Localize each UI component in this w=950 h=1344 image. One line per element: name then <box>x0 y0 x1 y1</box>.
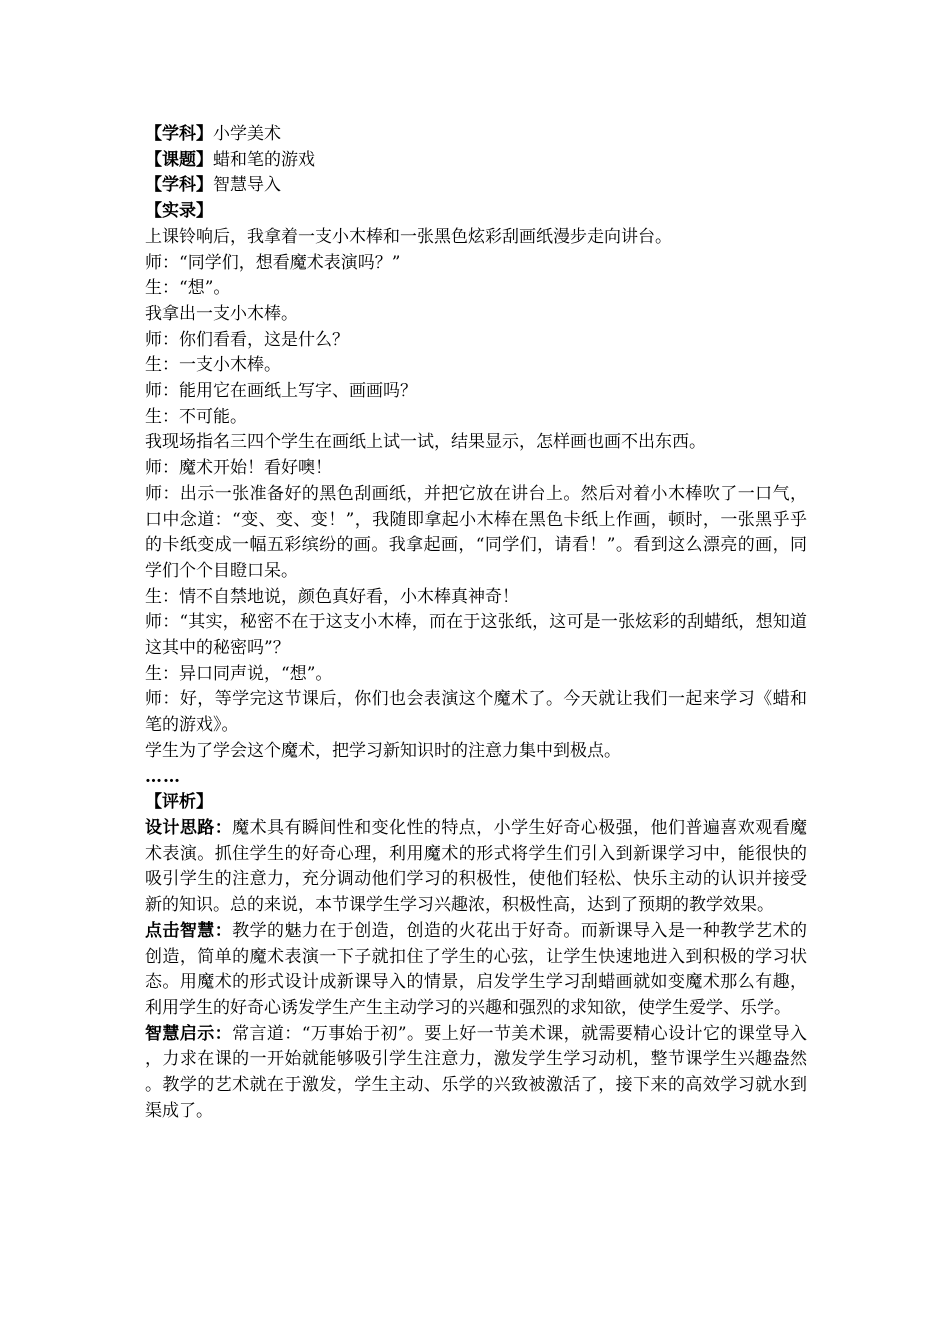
analysis-click-paragraph <box>145 919 807 1022</box>
record-line: 上课铃响后，我拿着一支小木棒和一张黑色炫彩刮画纸漫步走向讲台。 <box>145 226 672 247</box>
wisdom-text: 常言道：“万事始于初”。要上好一节美术课，就需要精心设计它的课堂导入，力求在课的一开始就能够吸引学生注意力，激发学生学习动机，整节课学生兴趣盎然。教学的艺术就在于激发，学生主动、乐学的兴致被激活了，接下来的高效学习就水到渠成了。 <box>145 1023 807 1121</box>
record-line-student-wow: 生：情不自禁地说，颜色真好看，小木棒真神奇！ <box>145 586 519 607</box>
record-line: 师：魔术开始！看好噢！ <box>145 458 332 479</box>
subject2-label: 【学科】 <box>145 175 213 196</box>
design-label: 设计思路： <box>145 817 233 838</box>
record-line: 我拿出一支小木棒。 <box>145 303 298 324</box>
record-paragraph-magic: 师：出示一张准备好的黑色刮画纸，并把它放在讲台上。然后对着小木棒吹了一口气，口中念道：“变、变、变！”，我随即拿起小木棒在黑色卡纸上作画，顿时，一张黑乎乎的卡纸变成一幅五彩缤纷的画。我拿起画，“同学们，请看！”。看到这么漂亮的画，同学们个个目瞪口呆。 <box>145 483 807 581</box>
subject2-line <box>145 173 807 199</box>
record-ellipsis: …… <box>145 766 181 787</box>
subject-line <box>145 122 807 148</box>
record-line: 师：“同学们，想看魔术表演吗？” <box>145 252 401 273</box>
record-line: 生：“想”。 <box>145 278 231 299</box>
record-heading: 【实录】 <box>145 201 213 222</box>
record-paragraph-teacher: 师：好，等学完这节课后，你们也会表演这个魔术了。今天就让我们一起来学习《蜡和笔的游戏》。 <box>145 689 807 736</box>
analysis-heading: 【评析】 <box>145 792 213 813</box>
record-line: 我现场指名三四个学生在画纸上试一试，结果显示，怎样画也画不出东西。 <box>145 432 706 453</box>
record-line: 生：一支小木棒。 <box>145 355 281 376</box>
record-line-student-want: 生：异口同声说，“想”。 <box>145 663 333 684</box>
record-line: 师：能用它在画纸上写字、画画吗？ <box>145 381 417 402</box>
subject-value: 小学美术 <box>213 124 281 144</box>
record-line: 师：你们看看，这是什么？ <box>145 329 349 350</box>
click-text: 教学的魅力在于创造，创造的火花出于好奇。而新课导入是一种教学艺术的创造，简单的魔术表演一下子就扣住了学生的心弦，让学生快速地进入到积极的学习状态。用魔术的形式设计成新课导入的情景，启发学生学习刮蜡画就如变魔术那么有趣，利用学生的好奇心诱发学生产生主动学习的兴趣和强烈的求知欲，使学生爱学、乐学。 <box>145 920 808 1018</box>
topic-line <box>145 148 807 174</box>
analysis-wisdom-paragraph <box>145 1022 807 1125</box>
subject-label: 【学科】 <box>145 124 213 144</box>
design-text: 魔术具有瞬间性和变化性的特点，小学生好奇心极强，他们普遍喜欢观看魔术表演。抓住学生的好奇心理，利用魔术的形式将学生们引入到新课学习中，能很快的吸引学生的注意力，充分调动他们学习的积极性，使他们轻松、快乐主动的认识并接受新的知识。总的来说，本节课学生学习兴趣浓，积极性高，达到了预期的教学效果。 <box>145 817 808 916</box>
subject2-value: 智慧导入 <box>213 175 281 196</box>
analysis-design-paragraph <box>145 816 807 919</box>
wisdom-label: 智慧启示： <box>145 1023 233 1044</box>
record-paragraph-secret: 师：“其实，秘密不在于这支小木棒，而在于这张纸，这可是一张炫彩的刮蜡纸，想知道这其中的秘密吗”？ <box>145 612 807 659</box>
click-label: 点击智慧： <box>145 920 233 941</box>
record-line: 生：不可能。 <box>145 406 247 427</box>
topic-label: 【课题】 <box>145 149 213 170</box>
record-line-focus: 学生为了学会这个魔术，把学习新知识时的注意力集中到极点。 <box>145 740 621 761</box>
document-page <box>145 122 807 1124</box>
topic-value: 蜡和笔的游戏 <box>213 149 315 170</box>
